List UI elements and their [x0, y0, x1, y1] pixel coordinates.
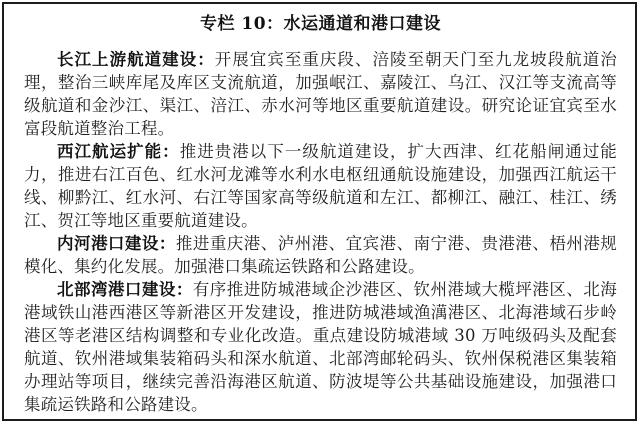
paragraph-beibuwan — [24, 278, 617, 416]
column-box — [2, 2, 637, 421]
paragraph-text: 开展宜宾至重庆段、涪陵至朝天门至九龙坡段航道治理，整治三峡库尾及库区支流航道，加强岷江、嘉陵江、乌江、汉江等支流高等级航道和金沙江、渠江、涪江、赤水河等地区重要航道建设。研究论证宜宾至水富段航道整治工程。 — [24, 50, 617, 138]
paragraph-changjiang — [24, 48, 617, 140]
paragraph-lead: 西江航运扩能： — [57, 142, 180, 161]
paragraph-neihe — [24, 232, 617, 278]
paragraph-lead: 内河港口建设： — [57, 234, 176, 253]
paragraph-text: 推进贵港以下一级航道建设，扩大西津、红花船闸通过能力，推进右江百色、红水河龙滩等水利水电枢纽通航设施建设，加强西江航运干线、柳黔江、红水河、右江等国家高等级航道和左江、都柳江、融江、桂江、绣江、贺江等地区重要航道建设。 — [24, 142, 618, 230]
column-title: 专栏 10：水运通道和港口建设 — [199, 14, 442, 34]
paragraph-xijiang — [24, 140, 617, 232]
paragraph-text: 有序推进防城港域企沙港区、钦州港域大榄坪港区、北海港域铁山港西港区等新港区开发建设，推进防城港域渔澫港区、北海港域石步岭港区等老港区结构调整和专业化改造。重点建设防城港域 30 万吨级码头及配套航道、钦州港域集装箱码头和深水航道、北部湾邮轮码头、钦州保税港区集装箱办理站等项目，继续完善沿海港区航道、防波堤等公共基础设施建设，加强港口集疏运铁路和公路建设。 — [24, 280, 617, 414]
paragraph-text: 推进重庆港、泸州港、宜宾港、南宁港、贵港港、梧州港规模化、集约化发展。加强港口集疏运铁路和公路建设。 — [24, 234, 618, 276]
paragraph-lead: 北部湾港口建设： — [57, 280, 193, 299]
paragraph-lead: 长江上游航道建设： — [57, 50, 215, 69]
